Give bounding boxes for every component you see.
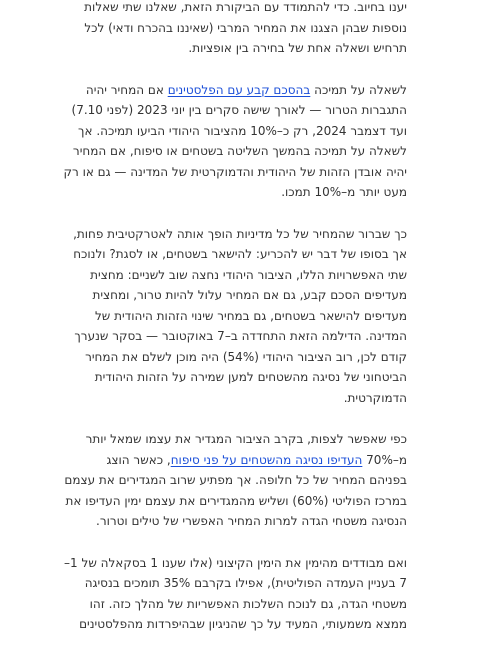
paragraph-line bbox=[97, 182, 407, 203]
text-segment: הדמוקרטית. bbox=[343, 390, 407, 405]
paragraph-line bbox=[94, 367, 407, 388]
text-segment: יהיה אובדן הזהות של היהודית והדמוקרטית של המדינה — גם או רק bbox=[63, 164, 407, 179]
text-segment: במרכז הפוליטי (60%) ושליש מהמגדירים את עצמם ימין העדיפו את bbox=[65, 493, 407, 508]
text-segment: ועד דצמבר 2024, רק כ–10% מהציבור היהודי הביעו תמיכה. אך bbox=[78, 123, 407, 138]
text-segment: נוספות שבהן הצגנו את המחיר המרבי (שאיננו בהכרח ודאי) לכל bbox=[84, 20, 407, 35]
paragraph-line bbox=[97, 511, 407, 532]
paragraph-line bbox=[65, 491, 407, 512]
text-segment: שתי האפשרויות הללו, הציבור היהודי נחצה שוב לשניים: מחצית bbox=[90, 267, 407, 282]
article-paragraph bbox=[64, 553, 407, 635]
text-segment: ממצא משמעותי, המעיד על כך שהניגיון שבהיפרדות מהפלסטינים bbox=[79, 617, 407, 631]
paragraph-line bbox=[85, 347, 407, 368]
text-segment: מעדיפים להישאר בשטחים, גם במחיר שינוי הזהות היהודית של bbox=[94, 308, 407, 323]
paragraph-line bbox=[89, 594, 407, 615]
text-segment: מעט יותר מ–10% תמכו. bbox=[281, 185, 407, 199]
paragraph-line bbox=[97, 388, 407, 409]
paragraph-line bbox=[71, 100, 407, 121]
paragraph-line bbox=[84, 0, 407, 18]
paragraph-line bbox=[64, 553, 407, 574]
text-segment: קודם לכן, רוב הציבור היהודי (54%) היה מוכן לשלם את המחיר bbox=[85, 349, 407, 364]
paragraph-line bbox=[85, 80, 407, 101]
paragraph-line bbox=[97, 38, 407, 59]
text-segment: כך שברור שהמחיר של כל מדיניות הופך אותה לאטרקטיבית פחות, bbox=[73, 226, 407, 241]
article-paragraph bbox=[73, 224, 407, 409]
paragraph-line bbox=[85, 429, 407, 450]
text-segment: בפניהם המחיר של כל חלופה. אך מפתיע שרוב המגדירים את עצמם bbox=[64, 473, 407, 487]
text-segment: משטחי הגדה, גם לנוכח השלכות האפשריות של מהלך כזה. זהו bbox=[89, 596, 407, 611]
text-segment: לשאלה על תמיכה bbox=[310, 82, 407, 97]
text-segment: תרחיש ושאלה אחת של בחירה בין אופציות. bbox=[188, 41, 407, 55]
paragraph-line bbox=[92, 285, 407, 306]
text-segment: מעדיפים הסכם קבע, גם אם המחיר עלול להיות טרור, ומחצית bbox=[92, 288, 407, 302]
paragraph-line bbox=[74, 326, 407, 347]
paragraph-line bbox=[78, 121, 407, 142]
text-segment: לשאלה על תמיכה בהמשך השליטה בשטחים או סיפוח, אם המחיר bbox=[72, 144, 407, 158]
paragraph-line bbox=[84, 18, 407, 39]
paragraph-line bbox=[97, 450, 407, 471]
paragraph-line bbox=[64, 470, 407, 491]
text-segment: , כאשר הוצג bbox=[106, 452, 171, 467]
article-body bbox=[63, 0, 407, 656]
text-segment: ואם מבודדים מהימין את הימין הקיצוני (אלו שענו 1 בסקאלה של 1– bbox=[64, 555, 407, 570]
text-segment: אך בסופו של דבר יש להכריע: להישאר בשטחים, או לסגת? ולנוכח bbox=[73, 247, 407, 261]
article-paragraph bbox=[84, 0, 407, 59]
paragraph-line bbox=[72, 141, 407, 162]
paragraph-line bbox=[84, 573, 407, 594]
article-paragraph bbox=[64, 429, 407, 532]
paragraph-line bbox=[73, 224, 407, 245]
paragraph-line bbox=[63, 162, 407, 183]
paragraph-line bbox=[90, 265, 407, 286]
paragraph-line bbox=[79, 614, 407, 635]
inline-link[interactable]: העדיפו נסיגה מהשטחים על פני סיפוח bbox=[170, 452, 363, 467]
inline-link[interactable]: בהסכם קבע עם הפלסטינים bbox=[167, 82, 311, 97]
text-segment: הביטחוני של נסיגה מהשטחים למען שמירה על הזהות היהודית bbox=[94, 370, 407, 384]
text-segment: מ–70% bbox=[362, 452, 407, 467]
text-segment: התגברות הטרור — לאורך שישה סקרים בין יוני 2023 (לפני 7.10) bbox=[71, 103, 407, 117]
paragraph-line bbox=[73, 244, 407, 265]
article-paragraph bbox=[63, 80, 407, 203]
text-segment: יענו בחיוב. כדי להתמודד עם הביקורת הזאת, שאלנו שתי שאלות bbox=[84, 0, 407, 14]
text-segment: הנסיגה משטחי הגדה למרות המחיר האפשרי של טילים וטרור. bbox=[96, 514, 407, 528]
text-segment: אם המחיר יהיה bbox=[85, 82, 168, 97]
text-segment: כפי שאפשר לצפות, בקרב הציבור המגדיר את עצמו שמאל יותר bbox=[85, 432, 407, 446]
text-segment: 7 בעניין העמדה הפוליטית), אפילו בקרבם 35% תומכים בנסיגה bbox=[84, 576, 407, 590]
text-segment: המדינה. הדילמה הזאת התחדדה ב–7 באוקטובר — בסקר שנערך bbox=[74, 329, 407, 343]
paragraph-line bbox=[94, 306, 407, 327]
